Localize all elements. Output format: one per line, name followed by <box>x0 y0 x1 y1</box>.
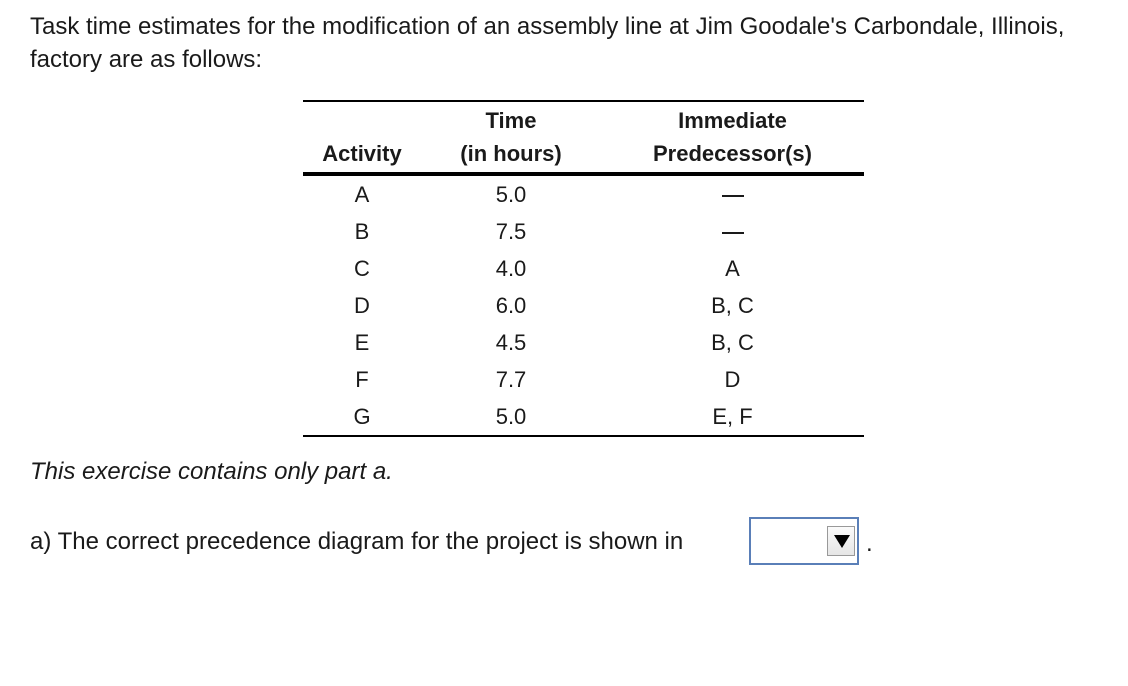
predecessor-cell <box>601 174 864 213</box>
none-dash-icon <box>722 232 744 234</box>
table-row <box>303 398 864 436</box>
predecessor-cell: A <box>725 256 740 281</box>
time-cell: 7.7 <box>495 367 527 392</box>
table-row <box>303 287 864 324</box>
exercise-note: This exercise contains only part a. <box>30 458 393 485</box>
predecessor-cell: D <box>724 367 741 392</box>
none-dash-icon <box>722 195 744 197</box>
table-row <box>303 174 864 213</box>
problem-statement: Task time estimates for the modification of an assembly line at Jim Goodale's Carbondale, Illinois, factory are as follows: <box>30 13 1065 73</box>
time-cell: 5.0 <box>495 182 527 207</box>
time-cell: 6.0 <box>495 293 527 318</box>
time-cell: 7.5 <box>495 219 527 244</box>
activity-cell: A <box>354 182 370 207</box>
table-row <box>303 213 864 250</box>
predecessor-cell: B, C <box>711 330 754 355</box>
activity-cell: F <box>355 367 369 392</box>
predecessor-cell: E, F <box>601 398 864 436</box>
activity-cell: B <box>354 219 370 244</box>
predecessor-cell <box>601 213 864 250</box>
task-table <box>303 100 864 437</box>
activity-cell: C <box>354 256 370 281</box>
dropdown-arrow-icon[interactable] <box>827 526 855 556</box>
header-predecessors: Immediate Predecessor(s) <box>601 101 864 174</box>
activity-cell: E <box>354 330 370 355</box>
time-cell: 5.0 <box>421 398 601 436</box>
sentence-period: . <box>866 530 873 557</box>
question-text: a) The correct precedence diagram for the project is shown in <box>30 528 684 555</box>
time-cell: 4.0 <box>495 256 527 281</box>
answer-dropdown[interactable] <box>749 517 859 565</box>
table-row <box>303 250 864 287</box>
header-time: Time (in hours) <box>421 101 601 174</box>
time-cell: 4.5 <box>495 330 527 355</box>
activity-cell: D <box>354 293 370 318</box>
header-activity: Activity <box>303 101 421 174</box>
table-row <box>303 324 864 361</box>
predecessor-cell: B, C <box>711 293 754 318</box>
table-row <box>303 361 864 398</box>
activity-cell: G <box>303 398 421 436</box>
